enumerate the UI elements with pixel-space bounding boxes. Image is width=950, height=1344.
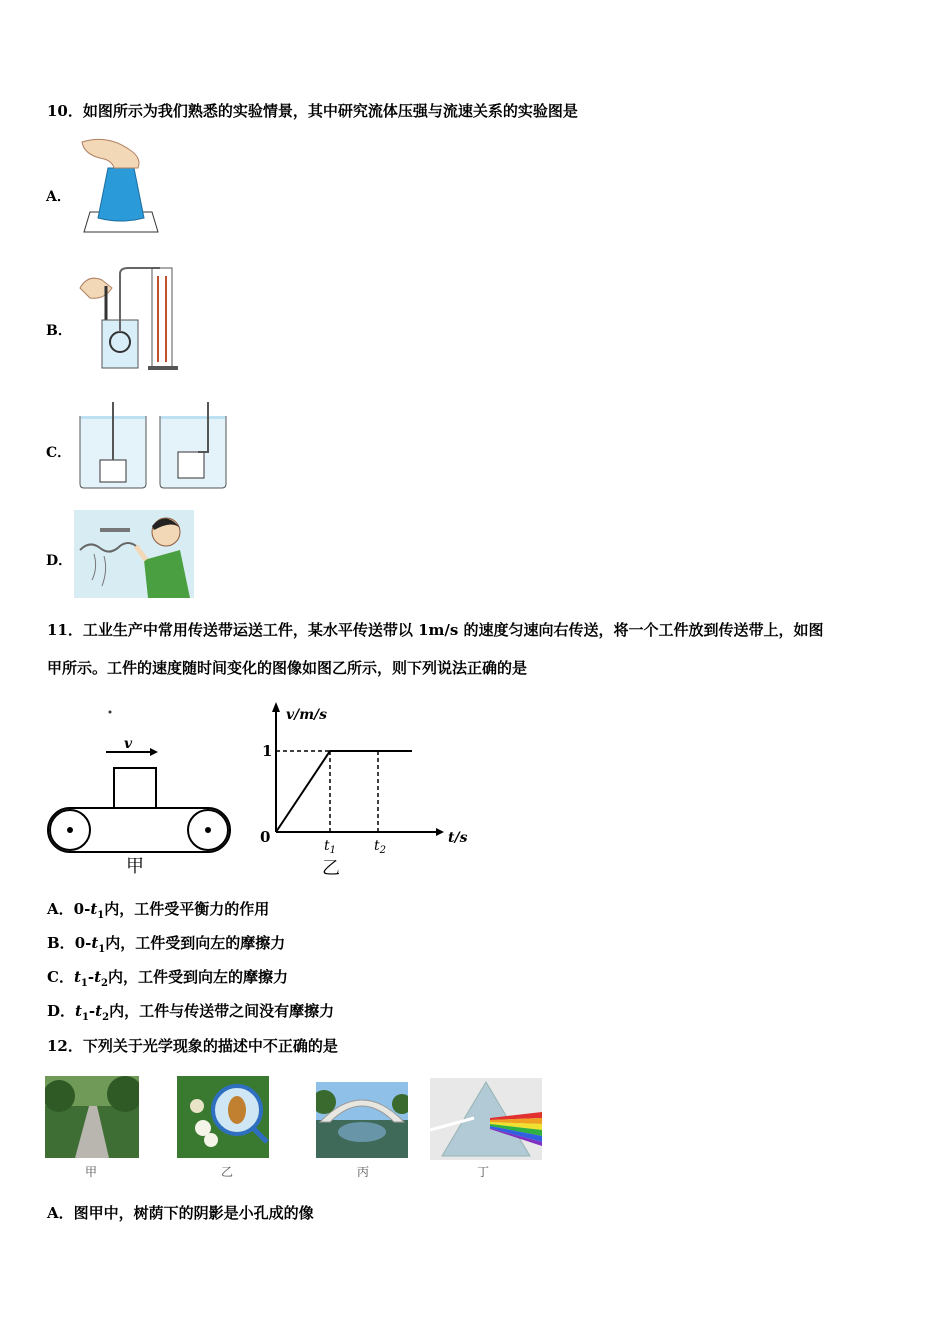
q11-option-b: B．$0-t_1$内，工件受到向左的摩擦力 <box>47 934 286 955</box>
q12-caption-ding: 丁 <box>477 1165 490 1179</box>
q11-conveyor-figure <box>46 706 236 878</box>
q10-figure-d <box>74 510 194 598</box>
tick-t1: $t_1$ <box>324 838 337 856</box>
q12-caption-yi: 乙 <box>221 1165 234 1179</box>
q11-option-c: C．$t_1-t_2$内，工件受到向左的摩擦力 <box>47 968 289 989</box>
q11-option-d: D．$t_1-t_2$内，工件与传送带之间没有摩擦力 <box>47 1002 335 1023</box>
q10-stem: 10．如图所示为我们熟悉的实验情景，其中研究流体压强与流速关系的实验图是 <box>47 102 578 120</box>
velocity-label: v <box>124 736 133 752</box>
q10-option-a-label: A． <box>46 189 71 205</box>
q12-photo-jia <box>45 1076 139 1158</box>
q10-option-d-label: D． <box>46 553 73 569</box>
q12-caption-bing: 丙 <box>357 1165 370 1179</box>
q10-figure-c <box>78 402 228 490</box>
q10-option-b-label: B． <box>46 323 72 339</box>
q12-option-a: A．图甲中，树荫下的阴影是小孔成的像 <box>47 1204 314 1222</box>
q11-velocity-time-chart <box>250 700 480 880</box>
velocity-series-line <box>276 751 412 832</box>
q12-photo-ding <box>430 1078 542 1160</box>
q10-figure-b <box>76 266 180 372</box>
y-tick-1: 1 <box>262 742 273 760</box>
figure-caption-yi: 乙 <box>322 858 340 879</box>
x-axis-label: t/s <box>448 830 468 846</box>
x-axis-arrow <box>436 828 444 836</box>
q12-caption-jia: 甲 <box>85 1165 98 1179</box>
figure-caption-jia: 甲 <box>126 856 144 877</box>
q12-stem: 12．下列关于光学现象的描述中不正确的是 <box>47 1037 338 1055</box>
q10-figure-a <box>78 138 160 234</box>
tick-t2: $t_2$ <box>374 838 387 856</box>
q11-option-a: A．$0-t_1$内，工件受平衡力的作用 <box>47 900 270 921</box>
y-axis-label: v/m/s <box>286 707 328 723</box>
q12-photo-yi <box>177 1076 269 1158</box>
q12-photo-bing <box>316 1082 408 1158</box>
q11-stem-line2: 甲所示。工件的速度随时间变化的图像如图乙所示，则下列说法正确的是 <box>47 659 528 677</box>
q11-stem-line1: 11．工业生产中常用传送带运送工件，某水平传送带以 1m/s 的速度匀速向右传送，将一个工件放到传送带上，如图 <box>47 621 824 639</box>
y-axis-arrow <box>272 702 280 712</box>
origin-label: 0 <box>260 828 271 846</box>
q10-option-c-label: C． <box>46 445 72 461</box>
